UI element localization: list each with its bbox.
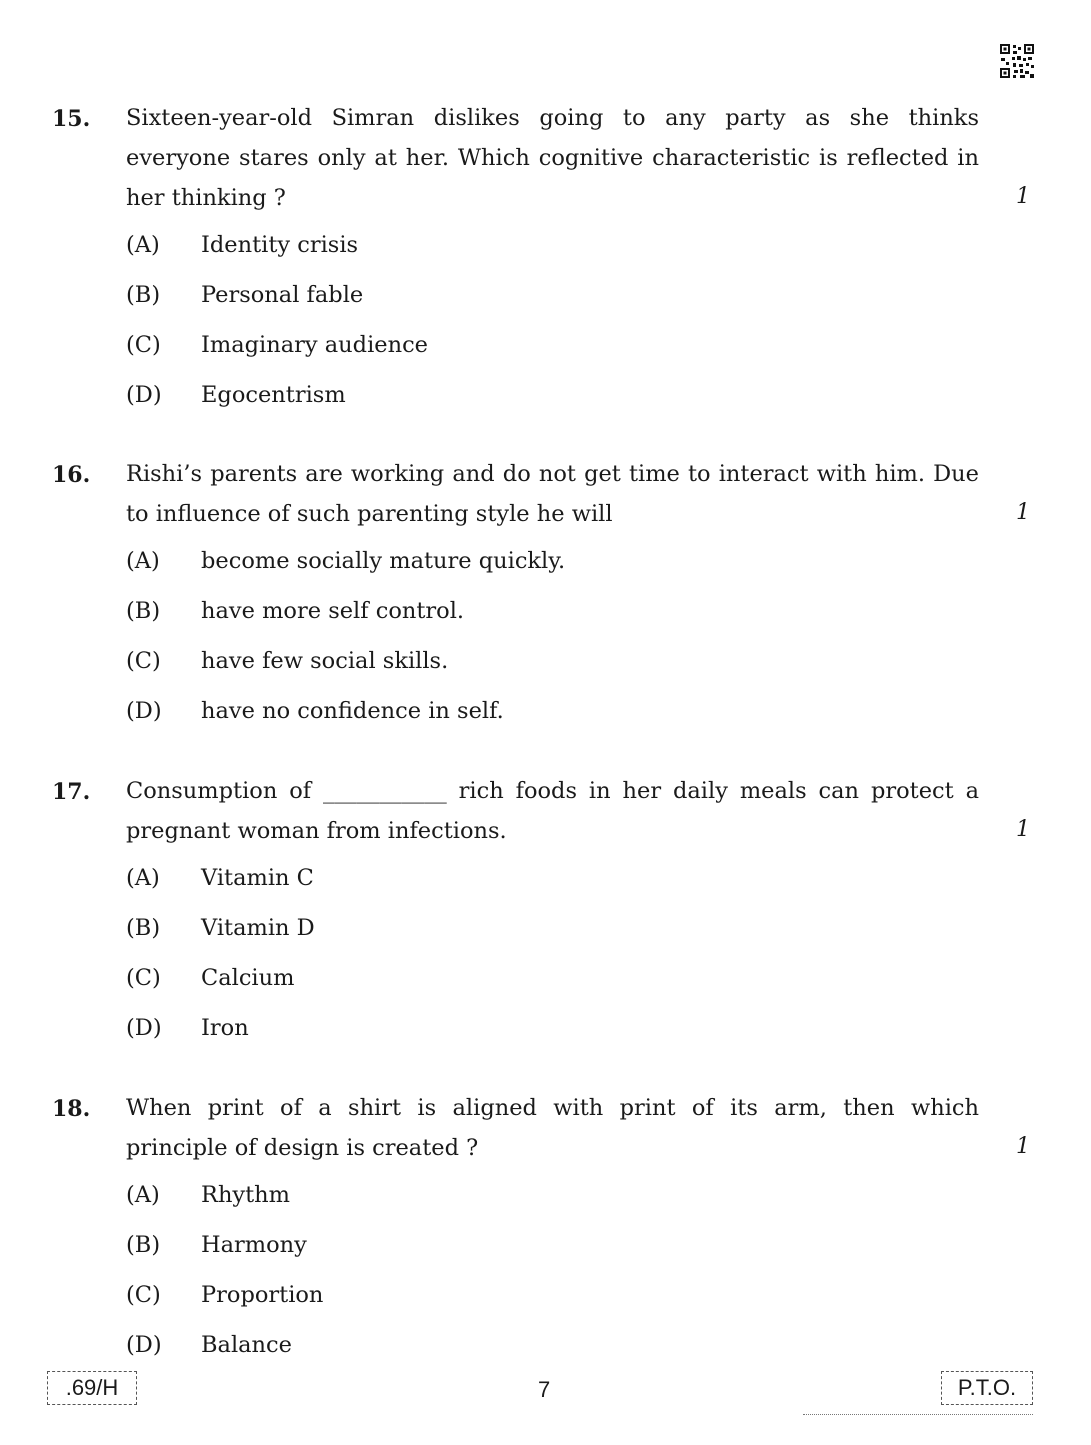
option-label: (C): [126, 965, 161, 991]
option-label: (C): [126, 648, 161, 674]
question-line: Rishi’s parents are working and do not get time to interact with him. Due: [126, 461, 979, 487]
option-label: (C): [126, 332, 161, 358]
question-line: her thinking ?: [126, 185, 286, 211]
option-label: (A): [126, 1182, 160, 1208]
option-label: (B): [126, 282, 161, 308]
question-number: 15.: [52, 106, 91, 132]
option-label: (B): [126, 598, 161, 624]
option-text: have no confidence in self.: [201, 698, 504, 724]
option-text: Rhythm: [201, 1182, 291, 1208]
question-number: 17.: [52, 779, 91, 805]
option-label: (A): [126, 548, 160, 574]
question-text: [126, 454, 979, 534]
option-text: Iron: [201, 1015, 249, 1041]
option-text: have more self control.: [201, 598, 465, 624]
option-text: have few social skills.: [201, 648, 449, 674]
paper-code-box: .69/H: [47, 1371, 137, 1405]
marks-label: 1: [1016, 1134, 1030, 1159]
option-text: Vitamin C: [201, 865, 314, 891]
option-text: Proportion: [201, 1282, 324, 1308]
question-line: principle of design is created ?: [126, 1135, 479, 1161]
option-label: (D): [126, 1015, 162, 1041]
pto-box: P.T.O.: [941, 1371, 1033, 1405]
question-text: [126, 771, 979, 851]
option-label: (D): [126, 382, 162, 408]
marks-label: 1: [1016, 500, 1030, 525]
option-label: (A): [126, 865, 160, 891]
question-line: Consumption of ___________ rich foods in her daily meals can protect a: [126, 778, 979, 804]
question-line: everyone stares only at her. Which cognitive characteristic is reflected in: [126, 145, 979, 171]
micro-print-line: [803, 1414, 1033, 1417]
question-text: [126, 1088, 979, 1168]
option-text: Balance: [201, 1332, 292, 1358]
question-line: to influence of such parenting style he will: [126, 501, 613, 527]
question-line: When print of a shirt is aligned with print of its arm, then which: [126, 1095, 979, 1121]
qr-code-icon: [1000, 44, 1034, 78]
option-text: become socially mature quickly.: [201, 548, 566, 574]
option-text: Harmony: [201, 1232, 307, 1258]
option-text: Personal fable: [201, 282, 364, 308]
question-line: pregnant woman from infections.: [126, 818, 507, 844]
question-line: Sixteen-year-old Simran dislikes going to any party as she thinks: [126, 105, 979, 131]
option-text: Egocentrism: [201, 382, 346, 408]
option-label: (C): [126, 1282, 161, 1308]
question-number: 16.: [52, 462, 91, 488]
marks-label: 1: [1016, 817, 1030, 842]
option-text: Identity crisis: [201, 232, 359, 258]
question-number: 18.: [52, 1096, 91, 1122]
option-label: (B): [126, 915, 161, 941]
option-text: Calcium: [201, 965, 295, 991]
marks-label: 1: [1016, 184, 1030, 209]
question-text: [126, 98, 979, 218]
option-label: (A): [126, 232, 160, 258]
option-text: Vitamin D: [201, 915, 315, 941]
page-number: 7: [538, 1377, 551, 1402]
option-label: (B): [126, 1232, 161, 1258]
option-label: (D): [126, 698, 162, 724]
option-label: (D): [126, 1332, 162, 1358]
option-text: Imaginary audience: [201, 332, 428, 358]
